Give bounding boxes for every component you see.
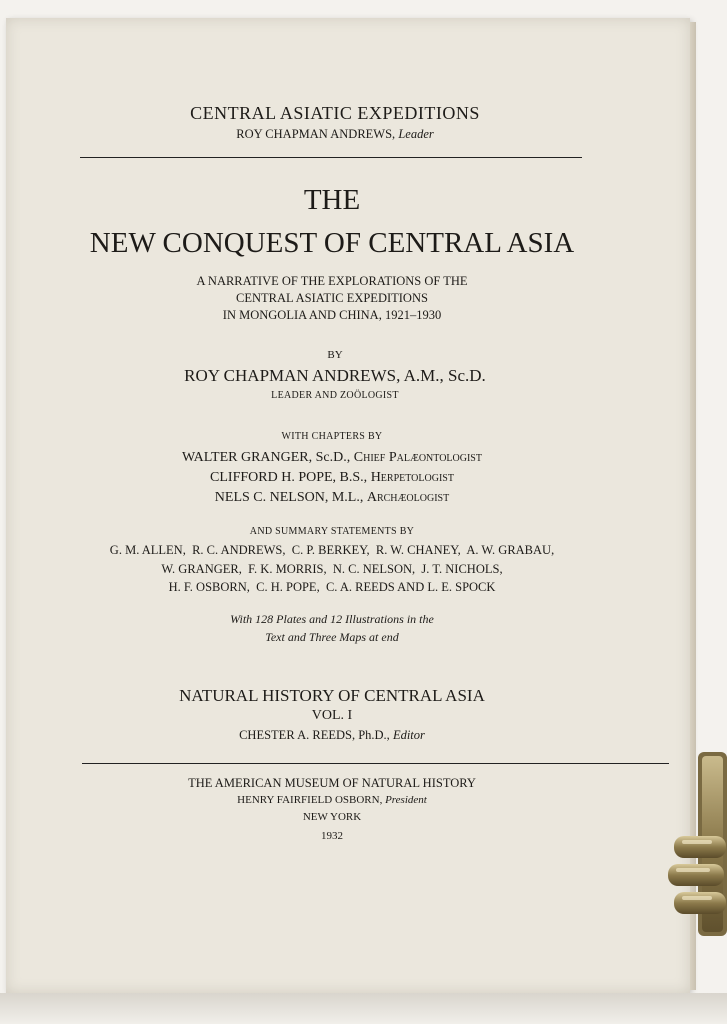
publisher-president: [0, 794, 664, 806]
title-the: THE: [303, 184, 361, 216]
subtitle-line-1: A NARRATIVE OF THE EXPLORATIONS OF THE: [196, 274, 468, 288]
publisher-name: THE AMERICAN MUSEUM OF NATURAL HISTORY: [188, 776, 476, 790]
by-label: BY: [327, 349, 343, 361]
statements-line-1: G. M. ALLEN, R. C. ANDREWS, C. P. BERKEY, R. W. CHANEY, A. W. GRABAU,: [109, 543, 555, 557]
main-title: NEW CONQUEST OF CENTRAL ASIA: [89, 227, 575, 259]
series-title: CENTRAL ASIATIC EXPEDITIONS: [190, 103, 480, 123]
publisher-president-name: HENRY FAIRFIELD OSBORN,: [237, 794, 383, 806]
volume-number: VOL. I: [311, 708, 353, 723]
subtitle-line-3: IN MONGOLIA AND CHINA, 1921–1930: [222, 308, 442, 322]
statements-line-3: H. F. OSBORN, C. H. POPE, C. A. REEDS AND L. E. SPOCK: [168, 580, 496, 594]
series-leader-role: Leader: [398, 127, 434, 141]
publisher-city: NEW YORK: [302, 811, 362, 823]
plates-line-1: With 128 Plates and 12 Illustrations in the: [230, 612, 434, 626]
author-role: LEADER AND ZOÖLOGIST: [271, 390, 399, 401]
contributor-granger: [0, 450, 664, 466]
page-clip-image: [668, 748, 727, 940]
volume-series: NATURAL HISTORY OF CENTRAL ASIA: [179, 686, 485, 705]
contributor-granger-name: WALTER GRANGER, Sc.D.,: [182, 450, 351, 465]
series-leader-name: ROY CHAPMAN ANDREWS,: [236, 127, 396, 141]
contributor-pope: [0, 470, 664, 486]
contributor-nelson: [0, 490, 664, 506]
publication-year: 1932: [321, 830, 343, 842]
volume-editor: [0, 728, 664, 743]
contributor-pope-name: CLIFFORD H. POPE, B.S.,: [210, 470, 368, 485]
top-rule: [80, 157, 582, 158]
chapters-heading: WITH CHAPTERS BY: [281, 431, 383, 442]
bottom-rule: [82, 763, 669, 764]
series-leader: [0, 127, 670, 142]
statements-line-2: W. GRANGER, F. K. MORRIS, N. C. NELSON, J. T. NICHOLS,: [161, 562, 503, 576]
volume-editor-role: Editor: [392, 728, 425, 742]
table-surface: [0, 993, 727, 1024]
contributor-granger-role: Chief Palæontologist: [353, 450, 482, 465]
publisher-president-role: President: [385, 794, 427, 806]
plates-line-2: Text and Three Maps at end: [265, 630, 399, 644]
contributor-nelson-role: Archæologist: [366, 490, 450, 505]
contributor-pope-role: Herpetologist: [370, 470, 454, 485]
author-name: ROY CHAPMAN ANDREWS, A.M., Sc.D.: [184, 366, 486, 385]
volume-editor-name: CHESTER A. REEDS, Ph.D.,: [239, 728, 390, 742]
contributor-nelson-name: NELS C. NELSON, M.L.,: [214, 490, 364, 505]
subtitle-line-2: CENTRAL ASIATIC EXPEDITIONS: [236, 291, 428, 305]
statements-heading: AND SUMMARY STATEMENTS BY: [249, 526, 415, 537]
